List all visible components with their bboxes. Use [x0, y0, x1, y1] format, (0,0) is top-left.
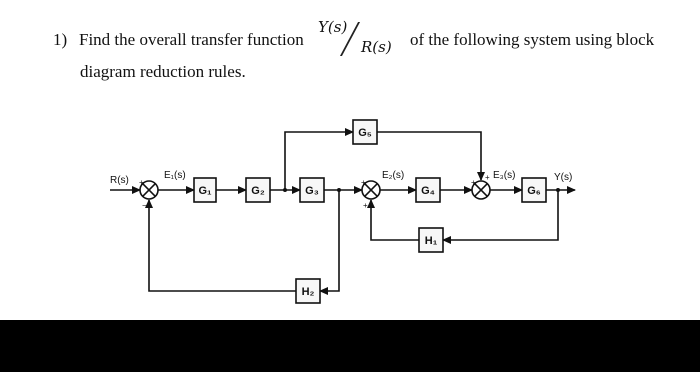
fraction-denominator: R(s) [361, 38, 392, 56]
input-label: R(s) [110, 175, 129, 186]
signal-e2-label: E₂(s) [382, 170, 405, 181]
sum2-bottom-sign: + [363, 201, 368, 210]
block-g2-label: G₂ [251, 185, 265, 197]
question-line-2: diagram reduction rules. [80, 62, 246, 81]
sum1-left-sign: + [139, 178, 144, 187]
sum3-top-sign: + [485, 173, 490, 182]
bottom-black-bar [0, 320, 700, 372]
wire-h2-takeoff [320, 190, 339, 291]
sum2-left-sign: + [361, 178, 366, 187]
signal-e3-label: E₃(s) [493, 170, 516, 181]
block-h1-label: H₁ [424, 235, 438, 247]
sum1-bottom-sign: − [142, 201, 147, 210]
signal-e1-label: E₁(s) [164, 170, 186, 181]
block-h2-label: H₂ [301, 286, 315, 298]
takeoff-point-g5 [283, 188, 287, 192]
block-g5-label: G₅ [358, 127, 372, 139]
question-text-after: of the following system using block [410, 30, 655, 49]
sum3-left-sign: + [471, 178, 476, 187]
takeoff-point-h2 [337, 188, 341, 192]
takeoff-point-h1 [556, 188, 560, 192]
question-text-before: Find the overall transfer function [79, 30, 304, 49]
fraction-numerator: Y(s) [318, 18, 348, 36]
block-g3-label: G₃ [305, 185, 319, 197]
block-g1-label: G₁ [198, 185, 212, 197]
wire-h2-return [149, 200, 296, 291]
output-label: Y(s) [554, 172, 573, 183]
wire-h1-return [371, 200, 419, 240]
question-number: 1) [53, 30, 68, 49]
block-g4-label: G₄ [421, 185, 435, 197]
block-g6-label: G₆ [527, 185, 541, 197]
